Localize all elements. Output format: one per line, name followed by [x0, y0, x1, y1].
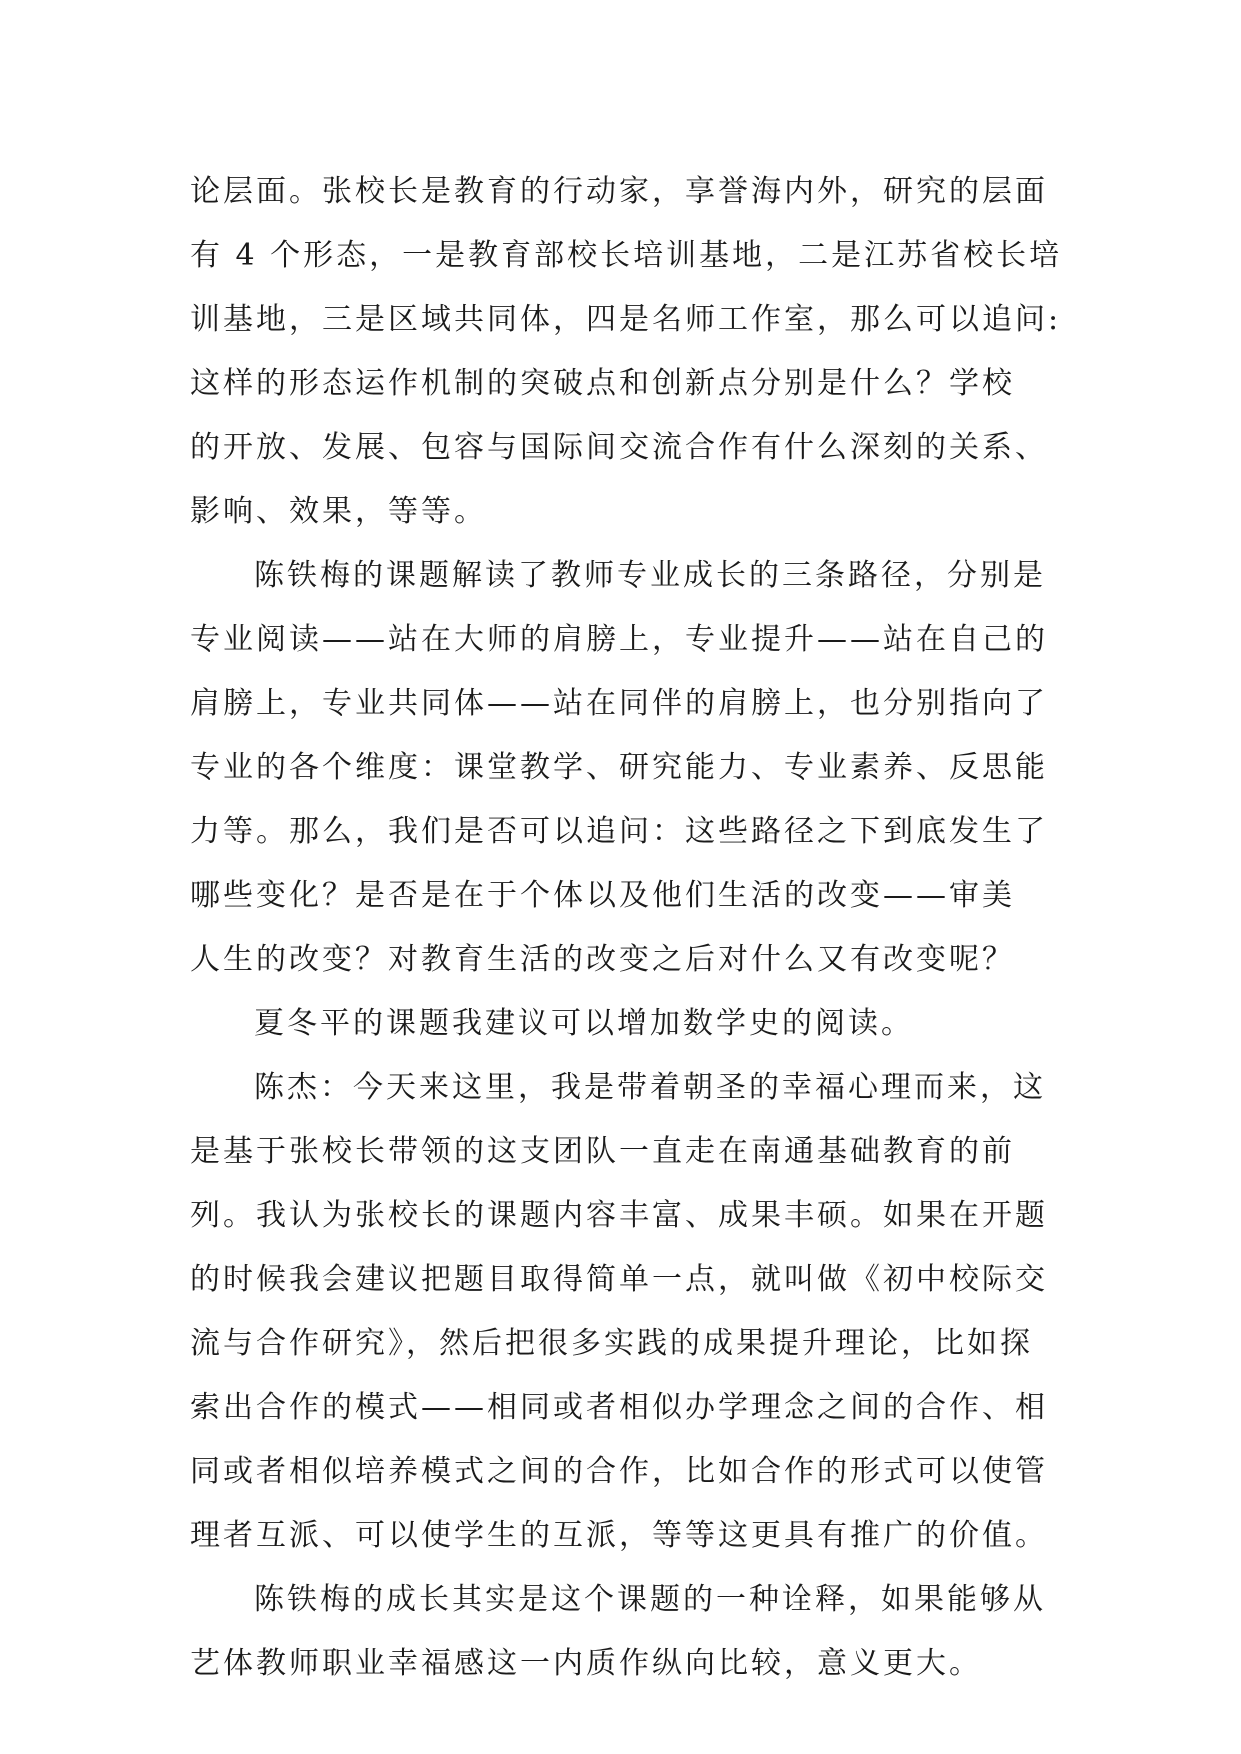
paragraph-start-line: 陈铁梅的成长其实是这个课题的一种诠释，如果能够从: [254, 1582, 1046, 1617]
text-line: 这样的形态运作机制的突破点和创新点分别是什么？学校: [190, 366, 1015, 401]
text-line: 训基地，三是区域共同体，四是名师工作室，那么可以追问:: [190, 302, 1062, 337]
text-line: 专业的各个维度：课堂教学、研究能力、专业素养、反思能: [190, 750, 1048, 785]
text-line: 索出合作的模式——相同或者相似办学理念之间的合作、相: [190, 1390, 1048, 1425]
text-line: 专业阅读——站在大师的肩膀上，专业提升——站在自己的: [190, 622, 1048, 657]
text-line: 有 4 个形态，一是教育部校长培训基地，二是江苏省校长培: [190, 238, 1063, 273]
text-line: 人生的改变？对教育生活的改变之后对什么又有改变呢？: [190, 942, 1015, 977]
text-line: 哪些变化？是否是在于个体以及他们生活的改变——审美: [190, 878, 1015, 913]
text-line: 艺体教师职业幸福感这一内质作纵向比较，意义更大。: [190, 1646, 982, 1681]
text-line: 的时候我会建议把题目取得简单一点，就叫做《初中校际交: [190, 1262, 1048, 1297]
text-line: 是基于张校长带领的这支团队一直走在南通基础教育的前: [190, 1134, 1015, 1169]
paragraph-start-line: 陈杰：今天来这里，我是带着朝圣的幸福心理而来，这: [254, 1070, 1046, 1105]
text-line: 流与合作研究》，然后把很多实践的成果提升理论，比如探: [190, 1326, 1033, 1361]
text-line: 列。我认为张校长的课题内容丰富、成果丰硕。如果在开题: [190, 1198, 1048, 1233]
text-line: 影响、效果，等等。: [190, 494, 487, 529]
paragraph-start-line: 夏冬平的课题我建议可以增加数学史的阅读。: [254, 1006, 914, 1041]
text-line: 肩膀上，专业共同体——站在同伴的肩膀上，也分别指向了: [190, 686, 1048, 721]
body-text: [190, 160, 1080, 1696]
paragraph-start-line: 陈铁梅的课题解读了教师专业成长的三条路径，分别是: [254, 558, 1046, 593]
text-line: 理者互派、可以使学生的互派，等等这更具有推广的价值。: [190, 1518, 1048, 1553]
text-line: 同或者相似培养模式之间的合作，比如合作的形式可以使管: [190, 1454, 1048, 1489]
text-line: 论层面。张校长是教育的行动家，享誉海内外，研究的层面: [190, 174, 1048, 209]
text-line: 的开放、发展、包容与国际间交流合作有什么深刻的关系、: [190, 430, 1048, 465]
text-line: 力等。那么，我们是否可以追问：这些路径之下到底发生了: [190, 814, 1048, 849]
